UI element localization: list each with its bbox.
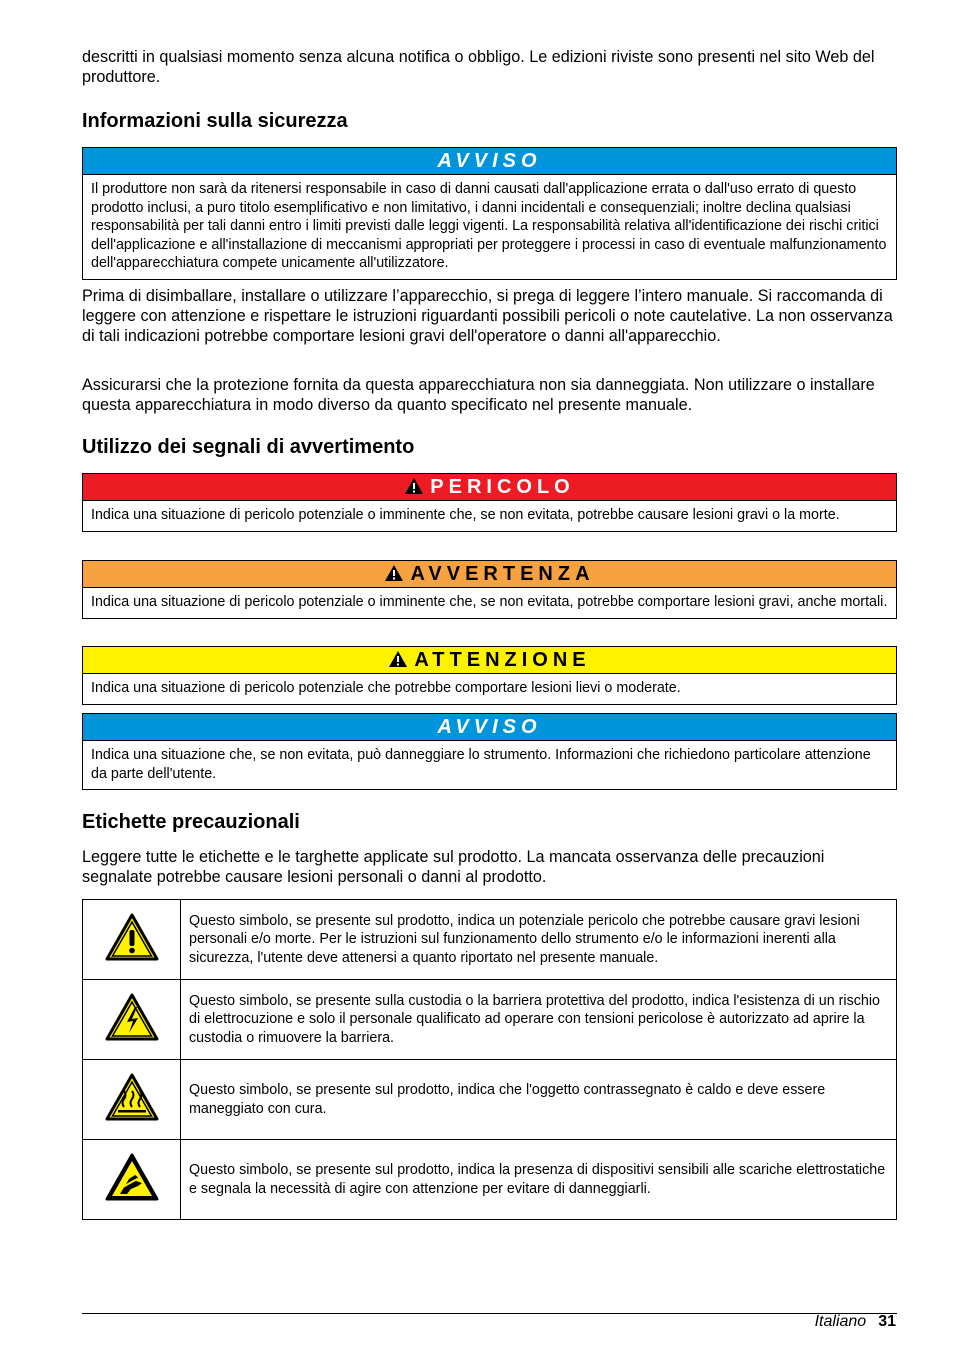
footer-divider [82, 1313, 897, 1314]
danger-header [83, 474, 896, 501]
label-text: Questo simbolo, se presente sul prodotto, indica la presenza di dispositivi sensibili alle scariche elettrostatiche e segnala la necessità di agire con attenzione per evitare di danneggiarli. [181, 1140, 897, 1220]
esd-icon [105, 1153, 159, 1201]
warning-header [83, 561, 896, 588]
table-row [83, 1140, 897, 1220]
hazard-triangle-icon [384, 564, 404, 582]
safety-paragraph-2: Assicurarsi che la protezione fornita da questa apparecchiatura non sia danneggiata. Non utilizzare o installare questa apparecchiatura in modo diverso da quanto specificato nel presente manuale. [82, 376, 875, 414]
label-text: Questo simbolo, se presente sul prodotto, indica che l'oggetto contrassegnato è caldo e deve essere maneggiato con cura. [181, 1060, 897, 1140]
hot-surface-icon [105, 1073, 159, 1121]
table-row [83, 900, 897, 980]
page-number: 31 [878, 1313, 896, 1330]
warning-icon [105, 913, 159, 961]
label-icon-cell [83, 980, 181, 1060]
notice-box-2 [82, 713, 897, 790]
caution-text: Indica una situazione di pericolo potenziale che potrebbe comportare lesioni lievi o moderate. [91, 680, 681, 696]
label-text: Questo simbolo, se presente sul prodotto, indica un potenziale pericolo che potrebbe causare gravi lesioni personali e/o morte. Per le istruzioni sul funzionamento dello strumento e/o le informazioni inerenti alla sicurezza, l'utente deve attenersi a quanto riportato nel presente manuale. [181, 900, 897, 980]
warning-text: Indica una situazione di pericolo potenziale o imminente che, se non evitata, potrebbe comportare lesioni gravi, anche mortali. [91, 594, 888, 610]
danger-text: Indica una situazione di pericolo potenziale o imminente che, se non evitata, potrebbe causare lesioni gravi o la morte. [91, 507, 840, 523]
hazard-triangle-icon [404, 477, 424, 495]
notice-box [82, 147, 897, 280]
caution-header [83, 647, 896, 674]
label-text: Questo simbolo, se presente sulla custodia o la barriera protettiva del prodotto, indica l'esistenza di un rischio di elettrocuzione e solo il personale qualificato ad operare con tensioni pericolose è autorizzato ad aprire la custodia o rimuovere la barriera. [181, 980, 897, 1060]
label-icon-cell [83, 1060, 181, 1140]
heading-warning-signals: Utilizzo dei segnali di avvertimento [82, 436, 415, 458]
footer-language: Italiano [814, 1313, 867, 1330]
precautionary-labels-table [82, 899, 897, 1220]
danger-label: PERICOLO [430, 476, 575, 498]
warning-label: AVVERTENZA [410, 563, 595, 585]
label-icon-cell [83, 1140, 181, 1220]
table-row [83, 980, 897, 1060]
safety-paragraph-1: Prima di disimballare, installare o utilizzare l’apparecchio, si prega di leggere l’intero manuale. Si raccomanda di leggere con attenzione e rispettare le istruzioni riguardanti possibili pericoli o note cautelative. La non osservanza di tali indicazioni potrebbe comportare lesioni gravi dell'operatore o danni all'apparecchio. [82, 287, 893, 345]
warning-box [82, 560, 897, 619]
labels-paragraph: Leggere tutte le etichette e le targhette applicate sul prodotto. La mancata osservanza delle precauzioni segnalate potrebbe causare lesioni personali o danni al prodotto. [82, 848, 825, 886]
caution-box [82, 646, 897, 705]
table-row [83, 1060, 897, 1140]
hazard-triangle-icon [388, 650, 408, 668]
electrical-hazard-icon [105, 993, 159, 1041]
page-footer [815, 1313, 896, 1331]
caution-label: ATTENZIONE [414, 649, 591, 671]
label-icon-cell [83, 900, 181, 980]
danger-box [82, 473, 897, 532]
notice-header-2: AVVISO [83, 714, 896, 741]
heading-safety-info: Informazioni sulla sicurezza [82, 110, 348, 132]
notice-header: AVVISO [83, 148, 896, 175]
notice-text: Il produttore non sarà da ritenersi responsabile in caso di danni causati dall'applicazione errata o dall'uso errato di questo prodotto inclusi, a puro titolo esemplificativo e non limitativo, i danni incidentali e consequenziali; inoltre declina qualsiasi responsabilità per tali danni entro i limiti previsti dalle leggi vigenti. La responsabilità relativa all'identificazione dei rischi critici dell'applicazione e all'installazione di meccanismi appropriati per proteggere i processi in caso di eventuale malfunzionamento dell'apparecchiatura compete unicamente all'utilizzatore. [91, 181, 887, 271]
heading-precautionary-labels: Etichette precauzionali [82, 811, 300, 833]
intro-paragraph: descritti in qualsiasi momento senza alcuna notifica o obbligo. Le edizioni riviste sono presenti nel sito Web del produttore. [82, 48, 875, 86]
notice-text-2: Indica una situazione che, se non evitata, può danneggiare lo strumento. Informazioni che richiedono particolare attenzione da parte dell'utente. [91, 747, 871, 782]
